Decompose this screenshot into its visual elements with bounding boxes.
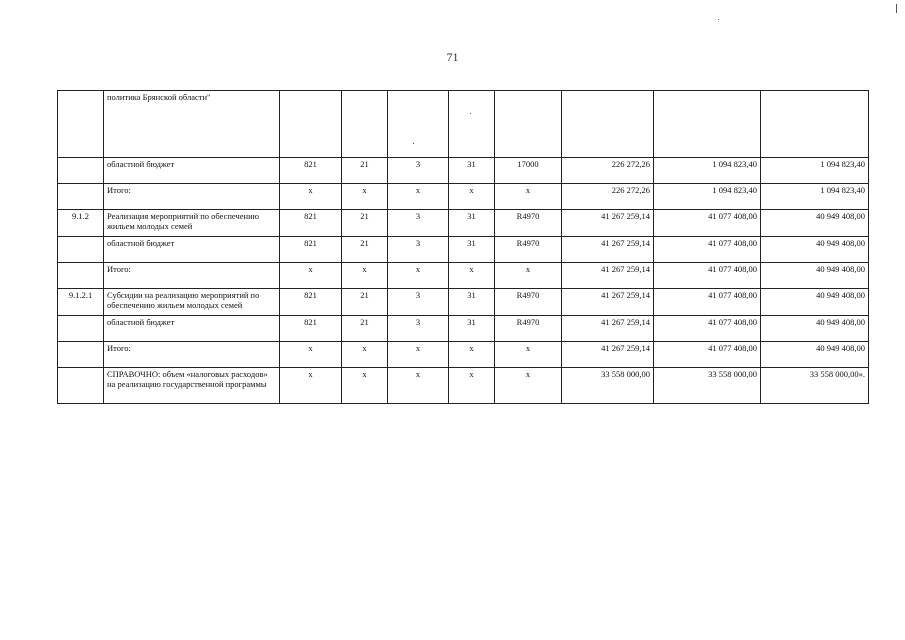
cell-subsection-code: х	[388, 184, 449, 210]
cell-expense-type-code: х	[495, 368, 562, 404]
cell-name: Субсидии на реализацию мероприятий по обеспечению жильем молодых семей	[104, 289, 280, 316]
cell-amount-year-2: 41 077 408,00	[654, 263, 761, 289]
cell-amount-year-3: 40 949 408,00	[761, 237, 869, 263]
cell-expense-type-code: х	[495, 184, 562, 210]
cell-name: Итого:	[104, 184, 280, 210]
cell-grbs-code: х	[280, 263, 342, 289]
cell-expense-type-code: R4970	[495, 289, 562, 316]
cell-amount-year-3: 1 094 823,40	[761, 158, 869, 184]
cell-amount-year-3: 40 949 408,00	[761, 289, 869, 316]
cell-name: областной бюджет	[104, 237, 280, 263]
cell-amount-year-1: 41 267 259,14	[562, 237, 654, 263]
cell-target-item-code: 31	[449, 316, 495, 342]
cell-name: Итого:	[104, 342, 280, 368]
cell-grbs-code: 821	[280, 210, 342, 237]
cell-amount-year-2: 41 077 408,00	[654, 342, 761, 368]
cell-subsection-code	[388, 91, 449, 158]
cell-subsection-code: 3	[388, 210, 449, 237]
cell-amount-year-1: 41 267 259,14	[562, 342, 654, 368]
cell-expense-type-code	[495, 91, 562, 158]
table-row	[58, 263, 869, 289]
cell-name: областной бюджет	[104, 316, 280, 342]
cell-target-item-code: 31	[449, 210, 495, 237]
cell-grbs-code: х	[280, 184, 342, 210]
cell-expense-type-code: 17000	[495, 158, 562, 184]
cell-subsection-code: х	[388, 368, 449, 404]
cell-amount-year-2	[654, 91, 761, 158]
cell-number	[58, 263, 104, 289]
cell-name: Итого:	[104, 263, 280, 289]
cell-amount-year-3: 40 949 408,00	[761, 316, 869, 342]
cell-target-item-code: 31	[449, 237, 495, 263]
budget-table-body	[58, 91, 869, 404]
cell-expense-type-code: R4970	[495, 210, 562, 237]
cell-section-code: х	[342, 184, 388, 210]
cell-name: Реализация мероприятий по обеспечению жильем молодых семей	[104, 210, 280, 237]
cell-number	[58, 91, 104, 158]
cell-name: областной бюджет	[104, 158, 280, 184]
cell-expense-type-code: R4970	[495, 316, 562, 342]
cell-section-code: 21	[342, 158, 388, 184]
cell-amount-year-2: 41 077 408,00	[654, 316, 761, 342]
cell-target-item-code: х	[449, 342, 495, 368]
cell-amount-year-2: 41 077 408,00	[654, 210, 761, 237]
cell-target-item-code: х	[449, 263, 495, 289]
cell-number	[58, 316, 104, 342]
cell-section-code	[342, 91, 388, 158]
cell-section-code: х	[342, 342, 388, 368]
cell-amount-year-2: 33 558 000,00	[654, 368, 761, 404]
cell-number	[58, 158, 104, 184]
cell-number: 9.1.2	[58, 210, 104, 237]
cell-section-code: 21	[342, 237, 388, 263]
table-row	[58, 368, 869, 404]
cell-amount-year-1: 41 267 259,14	[562, 210, 654, 237]
cell-amount-year-1: 33 558 000,00	[562, 368, 654, 404]
cell-amount-year-1: 226 272,26	[562, 158, 654, 184]
table-row	[58, 289, 869, 316]
cell-expense-type-code: R4970	[495, 237, 562, 263]
cell-expense-type-code: х	[495, 342, 562, 368]
budget-table	[57, 90, 869, 404]
cell-grbs-code: х	[280, 342, 342, 368]
cell-number	[58, 342, 104, 368]
cell-target-item-code: х	[449, 368, 495, 404]
cell-amount-year-1: 41 267 259,14	[562, 289, 654, 316]
cell-number	[58, 368, 104, 404]
cell-section-code: 21	[342, 210, 388, 237]
cell-number	[58, 184, 104, 210]
cell-number	[58, 237, 104, 263]
cell-target-item-code: х	[449, 184, 495, 210]
cell-grbs-code: 821	[280, 316, 342, 342]
table-row	[58, 158, 869, 184]
cell-amount-year-2: 41 077 408,00	[654, 289, 761, 316]
table-row	[58, 91, 869, 158]
cell-amount-year-1: 226 272,26	[562, 184, 654, 210]
cell-amount-year-2: 41 077 408,00	[654, 237, 761, 263]
cell-subsection-code: 3	[388, 316, 449, 342]
cell-subsection-code: 3	[388, 237, 449, 263]
cell-amount-year-3: 40 949 408,00	[761, 263, 869, 289]
cell-amount-year-1	[562, 91, 654, 158]
table-row	[58, 316, 869, 342]
cell-amount-year-1: 41 267 259,14	[562, 316, 654, 342]
cell-amount-year-2: 1 094 823,40	[654, 158, 761, 184]
cell-amount-year-3: 1 094 823,40	[761, 184, 869, 210]
page-number: 71	[446, 50, 459, 64]
cell-grbs-code: х	[280, 368, 342, 404]
cell-section-code: 21	[342, 316, 388, 342]
cell-name: политика Брянской области"	[104, 91, 280, 158]
cell-target-item-code: 31	[449, 289, 495, 316]
cell-section-code: х	[342, 263, 388, 289]
cell-amount-year-3: 40 949 408,00	[761, 210, 869, 237]
cell-subsection-code: х	[388, 263, 449, 289]
cell-amount-year-3: 40 949 408,00	[761, 342, 869, 368]
cell-number: 9.1.2.1	[58, 289, 104, 316]
cell-subsection-code: 3	[388, 158, 449, 184]
cell-section-code: х	[342, 368, 388, 404]
cell-section-code: 21	[342, 289, 388, 316]
cell-grbs-code: 821	[280, 158, 342, 184]
table-row	[58, 210, 869, 237]
table-row	[58, 237, 869, 263]
cell-grbs-code: 821	[280, 237, 342, 263]
cell-amount-year-2: 1 094 823,40	[654, 184, 761, 210]
cell-amount-year-3: 33 558 000,00».	[761, 368, 869, 404]
cell-grbs-code	[280, 91, 342, 158]
cell-target-item-code	[449, 91, 495, 158]
cell-name: СПРАВОЧНО: объем «налоговых расходов» на реализацию государственной программы	[104, 368, 280, 404]
cell-grbs-code: 821	[280, 289, 342, 316]
cell-target-item-code: 31	[449, 158, 495, 184]
cell-amount-year-3	[761, 91, 869, 158]
cell-amount-year-1: 41 267 259,14	[562, 263, 654, 289]
table-row	[58, 342, 869, 368]
table-row	[58, 184, 869, 210]
cell-subsection-code: 3	[388, 289, 449, 316]
cell-expense-type-code: х	[495, 263, 562, 289]
cell-subsection-code: х	[388, 342, 449, 368]
